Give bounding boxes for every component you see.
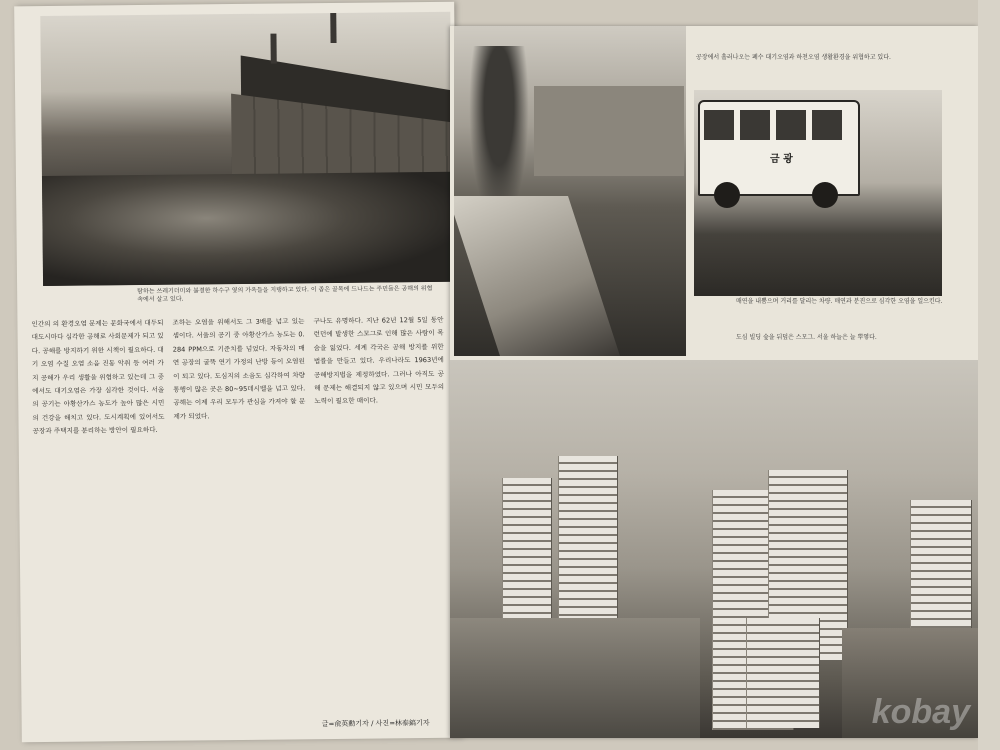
alley-chimney	[330, 13, 336, 43]
alley-rubble	[42, 172, 453, 286]
bus-window	[704, 110, 734, 140]
article-byline: 글=兪英勳기자 / 사진=林泰鎬기자	[321, 719, 430, 729]
building	[746, 618, 820, 728]
bus-photo-caption-2: 매연을 내뿜으며 거리를 달리는 차량. 매연과 분진으로 심각한 오염을 일으킨다.	[736, 298, 943, 305]
bus	[698, 100, 860, 196]
bus-photo	[694, 90, 942, 296]
city-photo-caption: 도심 빌딩 숲을 뒤덮은 스모그. 서울 하늘은 늘 뿌옇다.	[736, 334, 877, 341]
bus-window	[812, 110, 842, 140]
bus-wheel	[714, 182, 740, 208]
polluted-stream	[454, 196, 620, 356]
page-edge	[978, 0, 1000, 750]
article-column-b: 조하는 오염을 위해서도 그 3배를 넘고 있는 셈이다. 서울의 공기 중 아황산가스 농도는 0.284 PPM으로 기준치를 넘었다. 자동차의 매연 공장의 굴뚝 연기 가정의 난방 등이 오염원이 되고 있다. 도심지의 소음도 심각하여 차량 통행이 많은 곳은 80~95데시벨을 넘고 있다. 공해는 이제 우리 모두가 관심을 가져야 할 문제가 되었다.	[172, 317, 306, 421]
bus-wheel	[812, 182, 838, 208]
alley-photo-caption: 탐하는 쓰레기더미와 불결한 하수구 옆의 가옥들을 지탱하고 있다. 이 좁은 골목에 드나드는 주민들은 공해의 위협 속에서 살고 있다.	[137, 284, 433, 304]
bus-window	[740, 110, 770, 140]
right-page	[450, 26, 978, 738]
bus-destination-sign: 금 광	[770, 154, 793, 165]
article-column-a: 인간의 의 환경오염 문제는 문화국에서 대두되 대도시마다 심각한 공해로 사회문제가 되고 있다. 공해를 방지하기 위한 시책이 필요하다. 대기 오염 수질 오염 소음 진동 악취 등 여러 가지 공해가 우리 생활을 위협하고 있는데 그 중에서도 대기오염은 가장 심각한 것이다. 서울의 공기는 아황산가스 농도가 높아 많은 시민의 건강을 해치고 있다. 도시계획에 있어서도 공장과 주택지를 분리하는 방안이 필요하다.	[31, 318, 165, 436]
alley-photo	[40, 12, 453, 286]
city-skyline-photo	[450, 360, 978, 738]
left-page	[14, 2, 462, 743]
watermark: kobay	[871, 693, 970, 731]
stream-photo	[454, 26, 686, 356]
alley-chimney	[270, 34, 276, 64]
stream-building	[534, 86, 684, 176]
article-column-c: 구나도 유명하다. 지난 62년 12월 5일 동안 런던에 발생한 스모그로 인해 많은 사람이 목숨을 잃었다. 세계 각국은 공해 방지를 위한 법률을 만들고 있다. 우리나라도 1963년에 공해방지법을 제정하였다. 그러나 아직도 공해 문제는 해결되지 않고 있으며 시민 모두의 노력이 필요한 때이다.	[313, 315, 445, 406]
building	[502, 478, 552, 628]
building	[910, 500, 972, 630]
lowrise-district	[450, 618, 700, 738]
bus-window	[776, 110, 806, 140]
building	[558, 456, 618, 636]
bus-photo-caption: 공장에서 흘러나오는 폐수 대기오염과 하천오염 생활환경을 위협하고 있다.	[696, 54, 891, 61]
